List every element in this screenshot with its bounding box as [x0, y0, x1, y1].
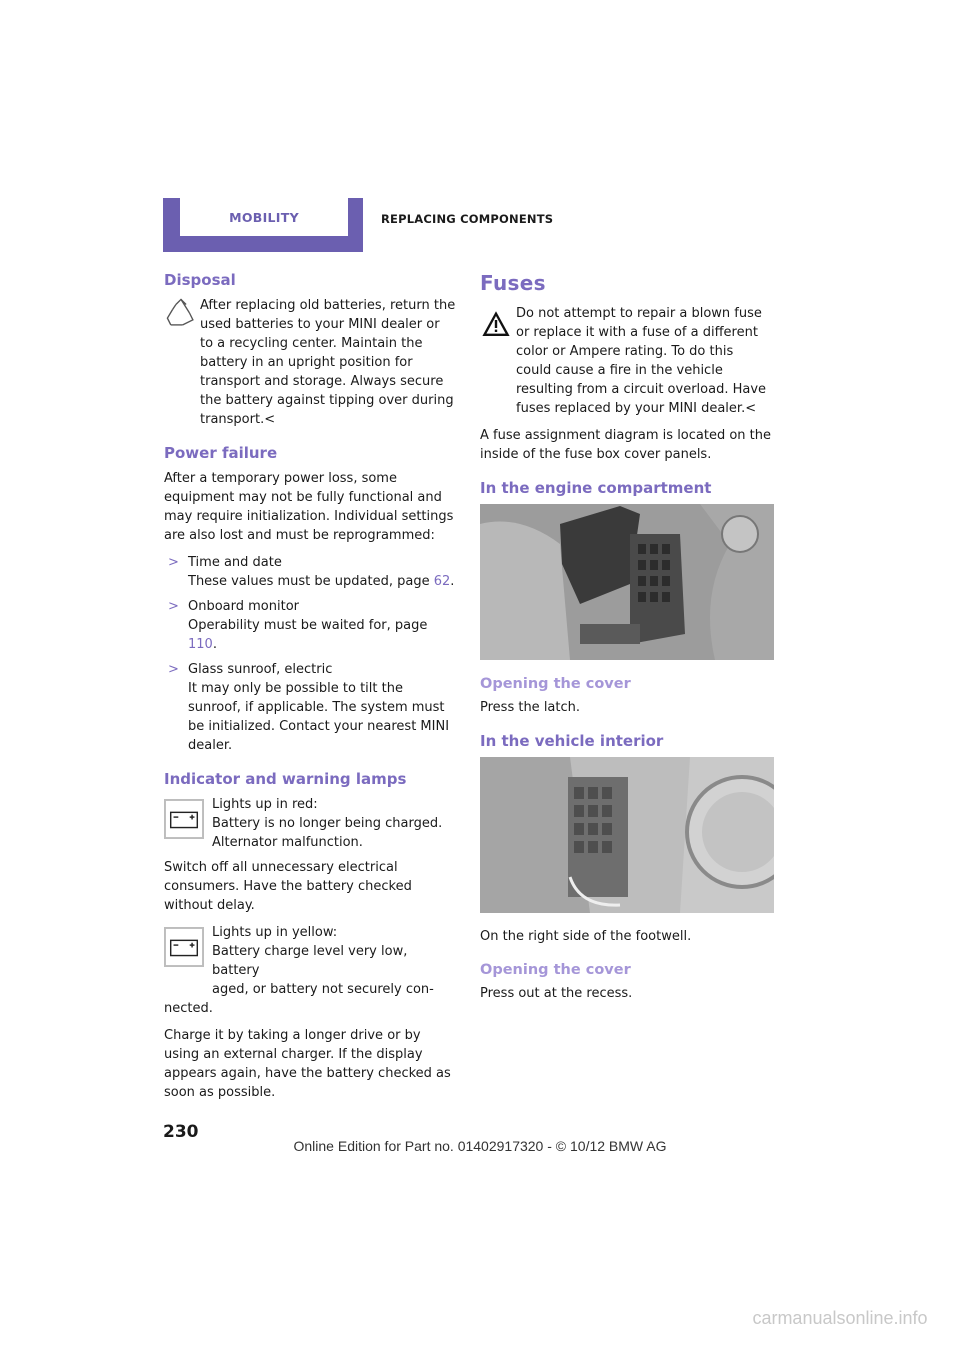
chapter-tab-label: MOBILITY — [180, 198, 348, 236]
edition-footer: Online Edition for Part no. 01402917320 - © 10/12 BMW AG — [293, 1138, 667, 1154]
yellow-lamp-text: Lights up in yellow: Battery charge level very low, battery aged, or battery not securely con- — [212, 925, 434, 997]
battery-warning-icon — [164, 799, 204, 839]
disposal-text: After replacing old batteries, return the used batteries to your MINI dealer or to a recycling center. Maintain the battery in an upright position for transport and storage. Always secure the battery against tipping over during transport.< — [200, 298, 456, 427]
fuse-diagram-text: A fuse assignment diagram is located on the inside of the fuse box cover panels. — [480, 428, 772, 462]
fuses-heading: Fuses — [480, 271, 546, 295]
red-lamp-text: Lights up in red: Battery is no longer being charged. Alternator malfunction. — [212, 797, 443, 850]
battery-warning-icon — [164, 927, 204, 967]
list-item: > Time and date These values must be updated, page 62. — [168, 555, 455, 589]
interior-fuse-box-photo — [480, 757, 774, 913]
footwell-text: On the right side of the footwell. — [480, 929, 692, 944]
power-failure-list — [164, 553, 456, 755]
yellow-lamp-tail: nected. — [164, 1001, 213, 1016]
page-link[interactable]: 110 — [188, 637, 213, 652]
recycle-icon — [164, 296, 198, 330]
fuse-warning-text: Do not attempt to repair a blown fuse or replace it with a fuse of a different color or Ampere rating. To do this could cause a fire in the vehicle resulting from a circuit overload. Have fuses replaced by your MINI dealer.< — [516, 306, 767, 416]
fuse-warning-block — [480, 304, 772, 418]
warning-triangle-icon — [480, 308, 512, 340]
disposal-heading: Disposal — [164, 271, 236, 289]
indicator-lamps-heading: Indicator and warning lamps — [164, 770, 407, 788]
engine-fuse-box-photo — [480, 504, 774, 660]
disposal-block — [164, 296, 456, 429]
power-failure-heading: Power failure — [164, 444, 278, 462]
vehicle-interior-heading: In the vehicle interior — [480, 732, 664, 750]
right-column — [480, 270, 772, 1011]
list-item: > Onboard monitor Operability must be waited for, page 110. — [168, 599, 428, 652]
section-label: REPLACING COMPONENTS — [381, 212, 554, 226]
page-link[interactable]: 62 — [433, 574, 451, 589]
yellow-lamp-followup: Charge it by taking a longer drive or by using an external charger. If the display appears again, have the battery checked as soon as possible. — [164, 1028, 451, 1100]
power-failure-text: After a temporary power loss, some equipment may not be fully functional and may require initialization. Individual settings are also lost and must be reprogrammed: — [164, 471, 454, 543]
opening-cover-heading-1: Opening the cover — [480, 676, 631, 692]
list-item: > Glass sunroof, electric It may only be possible to tilt the sunroof, if applicable. The system must be initialized. Contact your nearest MINI dealer. — [168, 662, 450, 753]
opening-cover-text-1: Press the latch. — [480, 700, 581, 715]
red-lamp-block — [164, 795, 456, 852]
page-number: 230 — [163, 1122, 199, 1142]
opening-cover-heading-2: Opening the cover — [480, 962, 631, 978]
opening-cover-text-2: Press out at the recess. — [480, 986, 633, 1001]
left-column — [164, 270, 456, 1110]
site-watermark: carmanualsonline.info — [752, 1307, 928, 1328]
engine-compartment-heading: In the engine compartment — [480, 479, 712, 497]
red-lamp-followup: Switch off all unnecessary electrical consumers. Have the battery checked without delay. — [164, 860, 412, 913]
yellow-lamp-block — [164, 923, 456, 999]
